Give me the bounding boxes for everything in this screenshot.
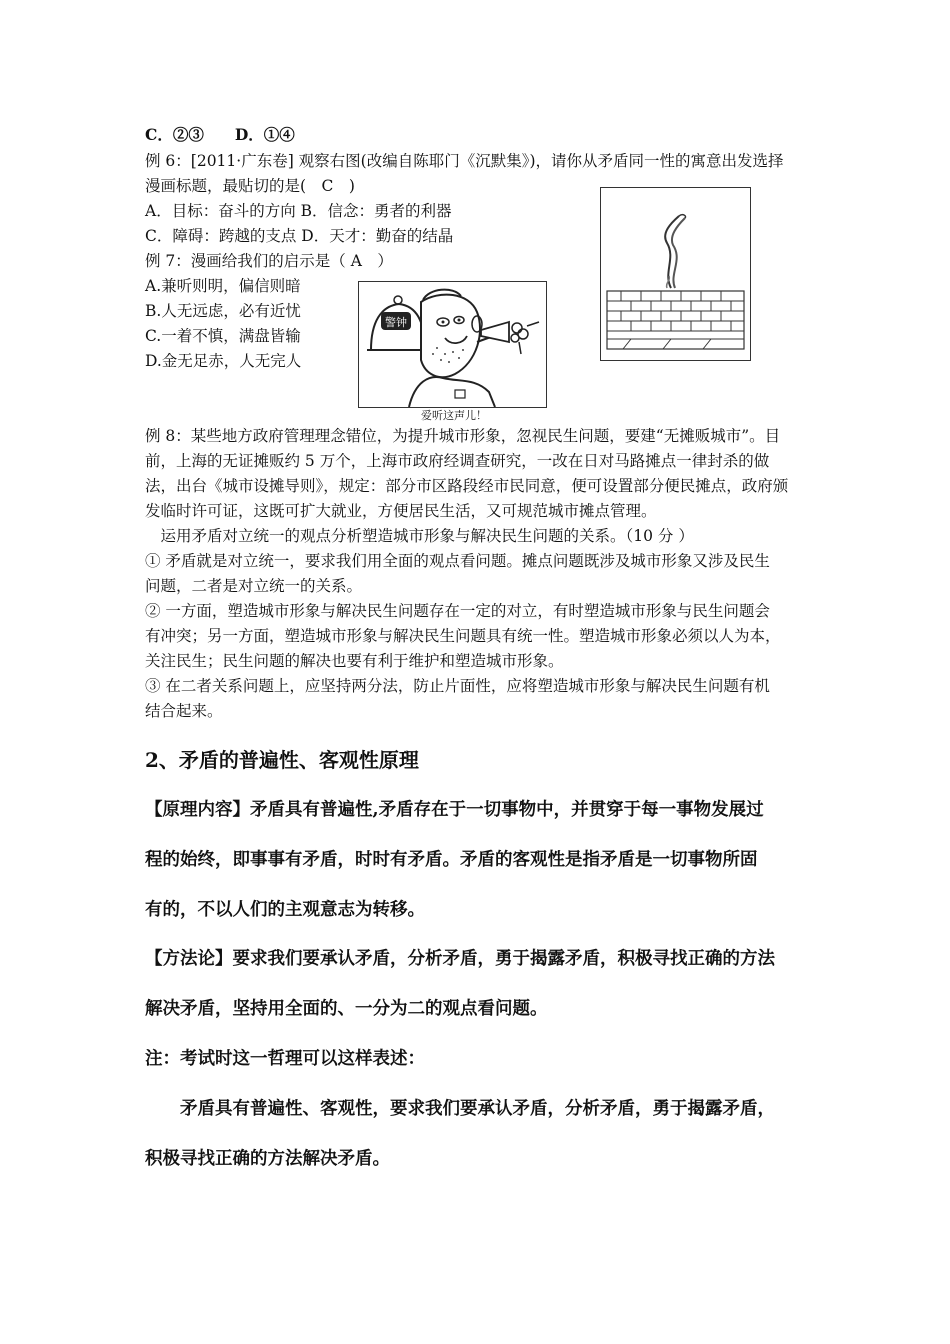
principle-line-1: 【原理内容】矛盾具有普遍性,矛盾存在于一切事物中，并贯穿于每一事物发展过 xyxy=(145,800,764,820)
example-8-question: 运用矛盾对立统一的观点分析塑造城市形象与解决民生问题的关系。（10 分 ） xyxy=(145,527,694,545)
note-statement-line-1: 矛盾具有普遍性、客观性，要求我们要承认矛盾，分析矛盾，勇于揭露矛盾， xyxy=(145,1099,775,1119)
note-statement-line-2: 积极寻找正确的方法解决矛盾。 xyxy=(145,1149,390,1169)
brick-wall-illustration xyxy=(601,188,750,360)
example-6-options-ab: A．目标：奋斗的方向 B．信念：勇者的利器 xyxy=(145,202,452,220)
methodology-line-1: 【方法论】要求我们要承认矛盾，分析矛盾，勇于揭露矛盾，积极寻找正确的方法 xyxy=(145,949,775,969)
answer-1-line-2: 问题，二者是对立统一的关系。 xyxy=(145,577,363,595)
bell-label: 警钟 xyxy=(385,316,407,329)
bell-cartoon-illustration xyxy=(359,282,546,407)
example-8-text-1: 例 8：某些地方政府管理理念错位，为提升城市形象，忽视民生问题，要建“无摊贩城市”。目 xyxy=(145,427,781,445)
answer-3-line-2: 结合起来。 xyxy=(145,702,223,720)
answer-1-line-1: ① 矛盾就是对立统一，要求我们用全面的观点看问题。摊点问题既涉及城市形象又涉及民生 xyxy=(145,552,770,570)
example-7-option-d: D.金无足赤，人无完人 xyxy=(145,352,302,370)
example-7-option-b: B.人无远虑，必有近忧 xyxy=(145,302,301,320)
answer-2-line-3: 关注民生；民生问题的解决也要有利于维护和塑造城市形象。 xyxy=(145,652,564,670)
brick-wall-cartoon xyxy=(600,187,751,361)
example-6-options-cd: C．障碍：跨越的支点 D．天才：勤奋的结晶 xyxy=(145,227,454,245)
example-8-text-3: 法，出台《城市设摊导则》，规定：部分市区路段经市民同意，便可设置部分便民摊点，政府颁 xyxy=(145,477,789,495)
example-6-question: 例 6：[2011·广东卷] 观察右图(改编自陈耶门《沉默集》)，请你从矛盾同一性的寓意出发选择 xyxy=(145,152,784,170)
principle-line-3: 有的，不以人们的主观意志为转移。 xyxy=(145,900,425,920)
example-8-text-2: 前，上海的无证摊贩约 5 万个，上海市政府经调查研究，一改在日对马路摊点一律封杀的做 xyxy=(145,452,770,470)
principle-line-2: 程的始终，即事事有矛盾，时时有矛盾。矛盾的客观性是指矛盾是一切事物所固 xyxy=(145,850,758,870)
example-7-option-a: A.兼听则明，偏信则暗 xyxy=(145,277,301,295)
cartoon-caption: 爱听这声儿！ xyxy=(421,409,487,422)
section-heading: 2、矛盾的普遍性、客观性原理 xyxy=(145,748,419,772)
methodology-line-2: 解决矛盾，坚持用全面的、一分为二的观点看问题。 xyxy=(145,999,548,1019)
options-c-d: C．②③ D．①④ xyxy=(145,125,295,144)
example-7-question: 例 7：漫画给我们的启示是（ A ） xyxy=(145,252,393,270)
example-8-text-4: 发临时许可证，这既可扩大就业，方便居民生活，又可规范城市摊点管理。 xyxy=(145,502,657,520)
example-6-question-cont: 漫画标题，最贴切的是( C ) xyxy=(145,177,355,195)
answer-3-line-1: ③ 在二者关系问题上，应坚持两分法，防止片面性，应将塑造城市形象与解决民生问题有机 xyxy=(145,677,770,695)
answer-2-line-2: 有冲突；另一方面，塑造城市形象与解决民生问题具有统一性。塑造城市形象必须以人为本， xyxy=(145,627,781,645)
note-line: 注：考试时这一哲理可以这样表述： xyxy=(145,1049,425,1069)
answer-2-line-1: ② 一方面，塑造城市形象与解决民生问题存在一定的对立，有时塑造城市形象与民生问题会 xyxy=(145,602,770,620)
example-7-option-c: C.一着不慎，满盘皆输 xyxy=(145,327,301,345)
bell-cartoon xyxy=(358,281,547,408)
